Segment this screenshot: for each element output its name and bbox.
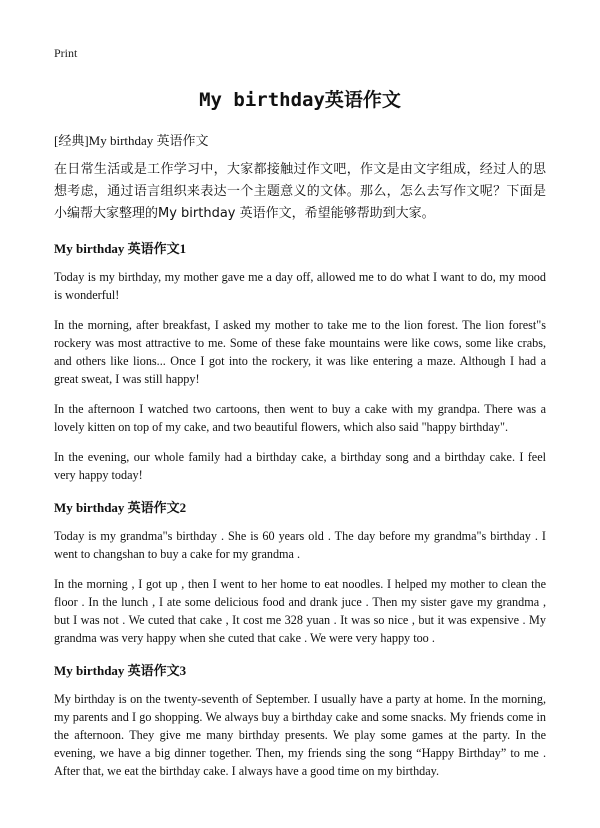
section-heading: My birthday 英语作文3 (54, 663, 187, 678)
essay-paragraph: My birthday is on the twenty-seventh of September. I usually have a party at home. In the morning, my parents and I go shopping. We always buy a birthday cake and some snacks. My friends come in the afternoon. They give me many birthday presents. We play some games at the party. In the evening, we have a big dinner together. Then, my friends sing the song “Happy Birthday” to me . After that, we eat the birthday cake. I always have a good time on my birthday. (54, 692, 546, 778)
document-title: My birthday英语作文 (199, 89, 401, 111)
essay-section-2 (54, 497, 546, 647)
essay-section-3 (54, 660, 546, 780)
essay-paragraph: Today is my birthday, my mother gave me a day off, allowed me to do what I want to do, my mood is wonderful! (54, 270, 546, 302)
essay-paragraph: In the morning , I got up , then I went to her home to eat noodles. I helped my mother to clean the floor . In the lunch , I ate some delicious food and drank juce . Then my sister gave my grandma , but I was not . We cuted that cake , It cost me 328 yuan . It was so nice , but it was expensive . My grandma was very happy when she cuted that cake . We were very happy too . (54, 577, 546, 645)
section-heading: My birthday 英语作文2 (54, 500, 187, 515)
print-link[interactable]: Print (54, 46, 78, 60)
essay-section-1 (54, 238, 546, 484)
section-heading: My birthday 英语作文1 (54, 241, 187, 256)
essay-paragraph: In the evening, our whole family had a birthday cake, a birthday song and a birthday cake. I feel very happy today! (54, 450, 546, 482)
essay-paragraph: In the afternoon I watched two cartoons, then went to buy a cake with my grandpa. There was a lovely kitten on top of my cake, and two beautiful flowers, which also said "happy birthday". (54, 402, 546, 434)
essay-paragraph: Today is my grandma"s birthday . She is 60 years old . The day before my grandma"s birthday . I went to changshan to buy a cake for my grandma . (54, 529, 546, 561)
essay-paragraph: In the morning, after breakfast, I asked my mother to take me to the lion forest. The lion forest"s rockery was most attractive to me. Some of these fake mountains were like cows, some like crabs, and others like lions... Once I got into the rockery, it was like entering a maze. Although I had a great sweat, I was still happy! (54, 318, 546, 386)
document-tagline: [经典]My birthday 英语作文 (54, 133, 209, 148)
intro-paragraph: 在日常生活或是工作学习中，大家都接触过作文吧，作文是由文字组成，经过人的思想考虑，通过语言组织来表达一个主题意义的文体。那么，怎么去写作文呢？下面是小编帮大家整理的My birthday 英语作文，希望能够帮助到大家。 (54, 162, 546, 221)
